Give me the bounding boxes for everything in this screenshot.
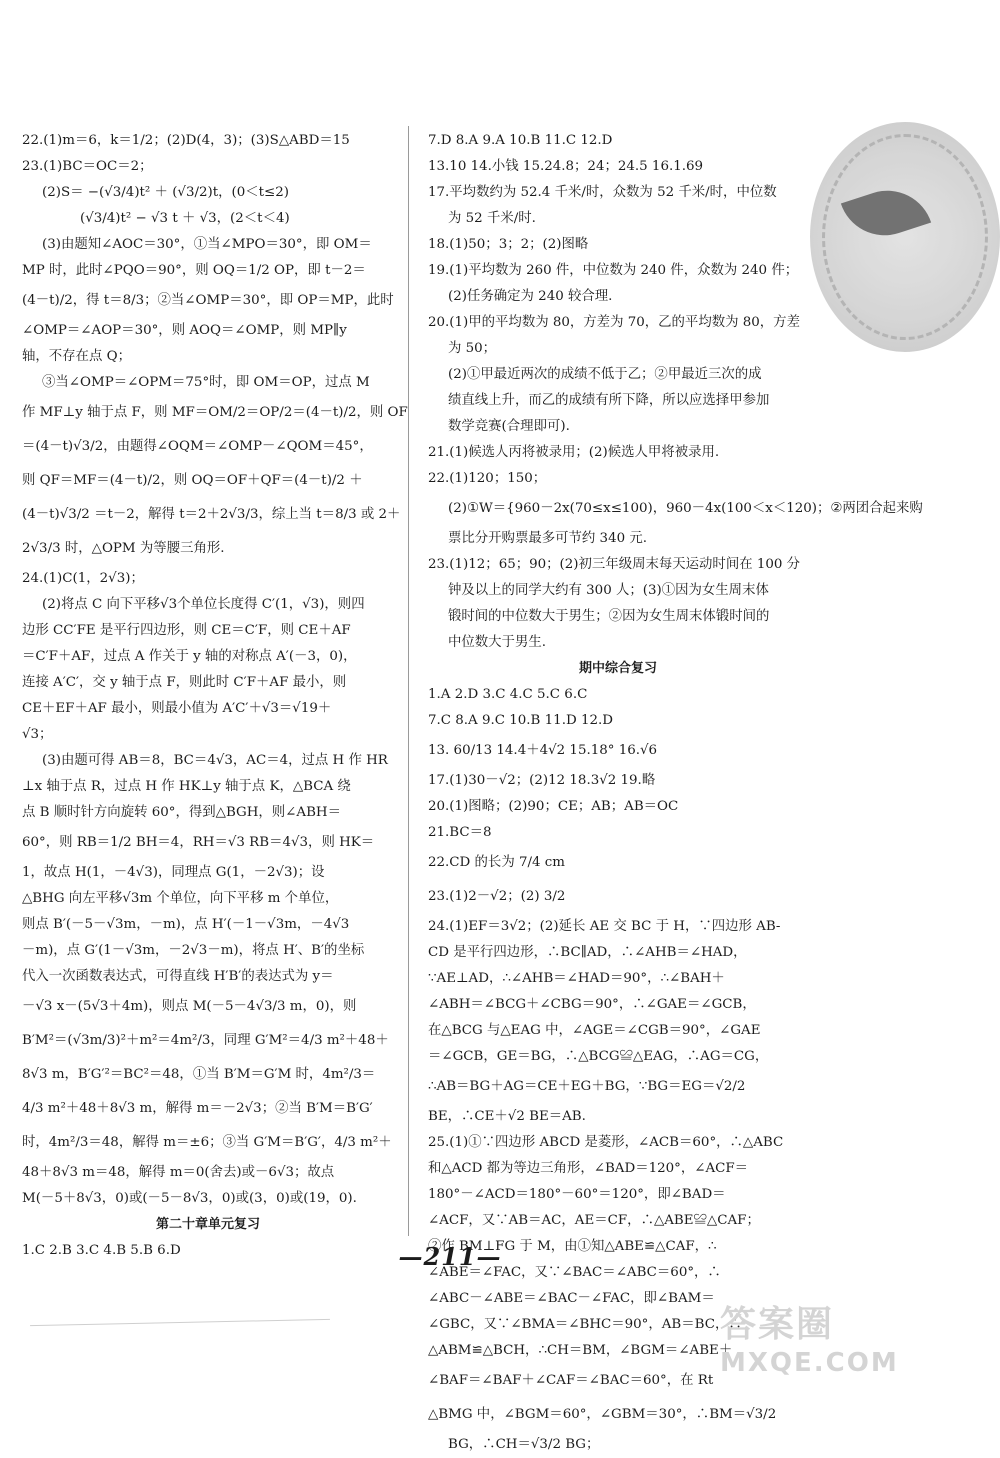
answer-line: (2)①甲最近两次的成绩不低于乙；②甲最近三次的成 xyxy=(448,367,762,382)
section-heading: 期中综合复习 xyxy=(578,661,657,676)
answer-line: 边形 CC′FE 是平行四边形，则 CE＝C′F，则 CE＋AF xyxy=(22,623,351,638)
answer-line: 绩直线上升，而乙的成绩有所下降，所以应选择甲参加 xyxy=(448,393,770,408)
answer-line: 22.CD 的长为 7/4 cm xyxy=(428,855,565,870)
answer-line: MP 时，此时∠PQO＝90°，则 OQ＝1/2 OP，即 t－2＝ xyxy=(22,263,366,278)
answer-line: CD 是平行四边形，∴BC∥AD，∴∠AHB＝∠HAD， xyxy=(428,945,747,960)
answer-line: ②作 BM⊥FG 于 M，由①知△ABE≌△CAF，∴ xyxy=(428,1239,717,1254)
column-divider xyxy=(408,126,409,1236)
watermark-logo xyxy=(720,1302,899,1382)
answer-line: 60°，则 RB＝1/2 BH＝4，RH＝√3 RB＝4√3，则 HK＝ xyxy=(22,835,375,850)
answer-line: (2)①W＝{960－2x(70≤x≤100)，960－4x(100＜x＜120)；②两团合起来购 xyxy=(448,501,923,516)
answer-line: 1，故点 H(1，－4√3)，同理点 G(1，－2√3)；设 xyxy=(22,865,325,880)
answer-line: 23.(1)12；65；90；(2)初三年级周末每天运动时间在 100 分 xyxy=(428,557,801,572)
answer-line: △ABM≌△BCH，∴CH＝BM，∠BGM＝∠ABE＋ xyxy=(428,1343,733,1358)
answer-line: 18.(1)50；3；2；(2)图略 xyxy=(428,237,589,252)
answer-line: 代入一次函数表达式，可得直线 H′B′的表达式为 y＝ xyxy=(22,969,334,984)
answer-line: 中位数大于男生. xyxy=(448,635,546,650)
answer-line: ⊥x 轴于点 R，过点 H 作 HK⊥y 轴于点 K，△BCA 绕 xyxy=(22,779,351,794)
answer-line: ∠ABC－∠ABE＝∠BAC－∠FAC，即∠BAM＝ xyxy=(428,1291,715,1306)
publisher-stamp xyxy=(810,122,1000,352)
answer-line: 20.(1)图略；(2)90；CE；AB；AB＝OC xyxy=(428,799,679,814)
section-heading: 第二十章单元复习 xyxy=(155,1217,260,1232)
answer-line: B′M²＝(√3m/3)²＋m²＝4m²/3，同理 G′M²＝4/3 m²＋48＋ xyxy=(22,1033,389,1048)
answer-line: 数学竞赛(合理即可). xyxy=(448,419,570,434)
answer-line: ∵AE⊥AD，∴∠AHB＝∠HAD＝90°，∴∠BAH＋ xyxy=(428,971,725,986)
answer-line: 7.D 8.A 9.A 10.B 11.C 12.D xyxy=(428,133,613,148)
answer-line: 23.(1)BC＝OC＝2； xyxy=(22,159,153,174)
answer-line: 13. 60/13 14.4＋4√2 15.18° 16.√6 xyxy=(428,743,658,758)
answer-line: 连接 A′C′，交 y 轴于点 F，则此时 C′F＋AF 最小，则 xyxy=(22,675,347,690)
answer-line: 17.(1)30－√2；(2)12 18.3√2 19.略 xyxy=(428,773,656,788)
answer-line: ＝(4－t)√3/2，由题得∠OQM＝∠OMP－∠QOM＝45°， xyxy=(22,439,373,454)
answer-line: 7.C 8.A 9.C 10.B 11.D 12.D xyxy=(428,713,613,728)
answer-line: 在△BCG 与△EAG 中，∠AGE＝∠CGB＝90°，∠GAE xyxy=(428,1023,761,1038)
answer-line: 1.A 2.D 3.C 4.C 5.C 6.C xyxy=(428,687,588,702)
footer-rule xyxy=(30,1319,330,1326)
answer-line: ∠GBC，又∵∠BMA＝∠BHC＝90°，AB＝BC，∴ xyxy=(428,1317,742,1332)
answer-line: ∠ABH＝∠BCG＋∠CBG＝90°，∴∠GAE＝∠GCB， xyxy=(428,997,756,1012)
answer-line: 24.(1)C(1，2√3)； xyxy=(22,571,144,586)
answer-line: ∠ACF，又∵AB＝AC，AE＝CF，∴△ABE≌△CAF； xyxy=(428,1213,760,1228)
answer-line: 钟及以上的同学大约有 300 人；(3)①因为女生周末体 xyxy=(448,583,769,598)
answer-line: (3)由题知∠AOC＝30°，①当∠MPO＝30°，即 OM＝ xyxy=(42,237,372,252)
answer-line: 13.10 14.小钱 15.24.8；24；24.5 16.1.69 xyxy=(428,159,704,174)
answer-line: 时，4m²/3＝48，解得 m＝±6；③当 G′M＝B′G′，4/3 m²＋ xyxy=(22,1135,392,1150)
answer-line: 23.(1)2－√2；(2) 3/2 xyxy=(428,889,566,904)
answer-line: (2)将点 C 向下平移√3个单位长度得 C′(1，√3)，则四 xyxy=(42,597,365,612)
answer-line: ∠BAF＝∠BAF＋∠CAF＝∠BAC＝60°，在 Rt xyxy=(428,1373,714,1388)
answer-line: 48＋8√3 m＝48，解得 m＝0(舍去)或－6√3；故点 xyxy=(22,1165,335,1180)
watermark-url: MXQE.COM xyxy=(720,1348,899,1378)
answer-line: 和△ACD 都为等边三角形，∠BAD＝120°，∠ACF＝ xyxy=(428,1161,749,1176)
left-answer-column xyxy=(22,128,408,1264)
answer-line: △BMG 中，∠BGM＝60°，∠GBM＝30°，∴BM＝√3/2 xyxy=(428,1407,777,1422)
answer-line: 点 B 顺时针方向旋转 60°，得到△BGH，则∠ABH＝ xyxy=(22,805,341,820)
answer-line: 则 QF＝MF＝(4－t)/2，则 OQ＝OF＋QF＝(4－t)/2 ＋ xyxy=(22,473,363,488)
answer-line: 8√3 m，B′G′²＝BC²＝48，①当 B′M＝G′M 时，4m²/3＝ xyxy=(22,1067,376,1082)
answer-line: (4－t)/2，得 t＝8/3；②当∠OMP＝30°，即 OP＝MP，此时 xyxy=(22,293,394,308)
watermark-text: 答案圈 xyxy=(720,1304,835,1345)
answer-line: －√3 x－(5√3＋4m)，则点 M(－5－4√3/3 m，0)，则 xyxy=(22,999,357,1014)
answer-line: 21.BC＝8 xyxy=(428,825,492,840)
answer-line: (4－t)√3/2 ＝t－2，解得 t＝2＋2√3/3，综上当 t＝8/3 或 2＋ xyxy=(22,507,401,522)
answer-line: 则点 B′(－5－√3m，－m)，点 H′(－1－√3m，－4√3 xyxy=(22,917,350,932)
answer-line: BE，∴CE＋√2 BE＝AB. xyxy=(428,1109,586,1124)
answer-line: －m)，点 G′(1－√3m，－2√3－m)，将点 H′、B′的坐标 xyxy=(22,943,365,958)
page-number: —211— xyxy=(398,1242,502,1271)
answer-line: 22.(1)120；150； xyxy=(428,471,547,486)
answer-line: BG，∴CH＝√3/2 BG； xyxy=(448,1437,600,1452)
answer-line: (√3/4)t² − √3 t ＋ √3，(2＜t＜4) xyxy=(80,211,290,226)
answer-line: 为 50； xyxy=(448,341,497,356)
answer-line: 4/3 m²＋48＋8√3 m，解得 m＝－2√3；②当 B′M＝B′G′ xyxy=(22,1101,373,1116)
answer-line: 180°－∠ACD＝180°－60°＝120°，即∠BAD＝ xyxy=(428,1187,726,1202)
answer-line: 21.(1)候选人丙将被录用；(2)候选人甲将被录用. xyxy=(428,445,720,460)
answer-line: 为 52 千米/时. xyxy=(448,211,536,226)
answer-line: M(－5＋8√3，0)或(－5－8√3，0)或(3，0)或(19，0). xyxy=(22,1191,357,1206)
answer-line: ③当∠OMP＝∠OPM＝75°时，即 OM＝OP，过点 M xyxy=(42,375,370,390)
answer-line: √3； xyxy=(22,727,53,742)
answer-line: 19.(1)平均数为 260 件，中位数为 240 件，众数为 240 件； xyxy=(428,263,799,278)
answer-line: 2√3/3 时，△OPM 为等腰三角形. xyxy=(22,541,225,556)
answer-line: 票比分开购票最多可节约 340 元. xyxy=(448,531,648,546)
answer-line: (2)任务确定为 240 较合理. xyxy=(448,289,613,304)
answer-line: (2)S＝ −(√3/4)t² ＋ (√3/2)t，(0＜t≤2) xyxy=(42,185,289,200)
answer-line: CE＋EF＋AF 最小，则最小值为 A′C′＋√3＝√19＋ xyxy=(22,701,332,716)
answer-line: 轴，不存在点 Q； xyxy=(22,349,131,364)
answer-line: ∠OMP＝∠AOP＝30°，则 AOQ＝∠OMP，则 MP∥y xyxy=(22,323,347,338)
answer-line: ＝∠GCB，GE＝BG，∴△BCG≌△EAG，∴AG＝CG， xyxy=(428,1049,769,1064)
answer-line: ∴AB＝BG＋AG＝CE＋EG＋BG，∵BG＝EG＝√2/2 xyxy=(428,1079,746,1094)
answer-line: ∠ABE＝∠FAC，又∵∠BAC＝∠ABC＝60°，∴ xyxy=(428,1265,721,1280)
answer-line: (3)由题可得 AB＝8，BC＝4√3，AC＝4，过点 H 作 HR xyxy=(42,753,388,768)
answer-line: 锻时间的中位数大于男生；②因为女生周末体锻时间的 xyxy=(448,609,770,624)
answer-line: 20.(1)甲的平均数为 80，方差为 70，乙的平均数为 80，方差 xyxy=(428,315,800,330)
answer-line: 17.平均数约为 52.4 千米/时，众数为 52 千米/时，中位数 xyxy=(428,185,777,200)
answer-line: 25.(1)①∵四边形 ABCD 是菱形，∠ACB＝60°，∴△ABC xyxy=(428,1135,784,1150)
answer-line: 22.(1)m＝6，k＝1/2；(2)D(4，3)；(3)S△ABD＝15 xyxy=(22,133,350,148)
answer-line: 作 MF⊥y 轴于点 F，则 MF＝OM/2＝OP/2＝(4－t)/2，则 OF xyxy=(22,405,408,420)
answer-line: △BHG 向左平移√3m 个单位，向下平移 m 个单位， xyxy=(22,891,339,906)
answer-line: ＝C′F＋AF，过点 A 作关于 y 轴的对称点 A′(－3，0)， xyxy=(22,649,357,664)
answer-line: 1.C 2.B 3.C 4.B 5.B 6.D xyxy=(22,1243,181,1258)
stamp-ring xyxy=(822,134,988,340)
answer-line: 24.(1)EF＝3√2；(2)延长 AE 交 BC 于 H，∵四边形 AB- xyxy=(428,919,781,934)
